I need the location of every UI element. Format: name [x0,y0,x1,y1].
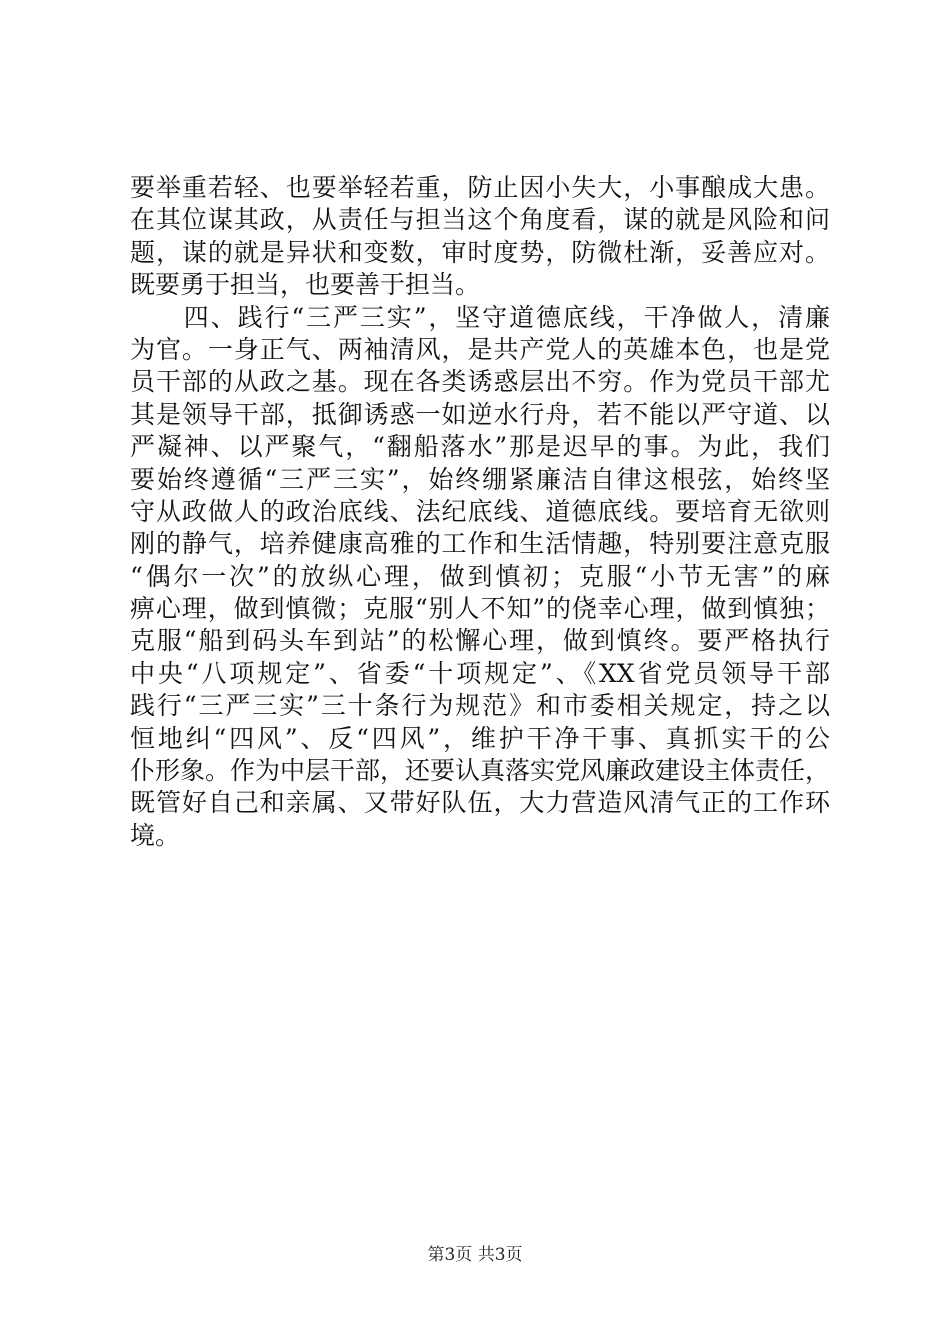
body-line: 践行“三严三实”三十条行为规范》和市委相关规定，持之以 [130,691,830,721]
body-line: 要始终遵循“三严三实”，始终绷紧廉洁自律这根弦，始终坚 [130,464,830,494]
body-line: 在其位谋其政，从责任与担当这个角度看，谋的就是风险和问 [130,205,830,235]
body-line: 其是领导干部，抵御诱惑一如逆水行舟，若不能以严守道、以 [130,399,830,429]
body-line: 为官。一身正气、两袖清风，是共产党人的英雄本色，也是党 [130,334,830,364]
body-line: 既管好自己和亲属、又带好队伍，大力营造风清气正的工作环 [130,788,830,818]
body-line: 四、践行“三严三实”，坚守道德底线，干净做人，清廉 [130,302,830,332]
body-line: 题，谋的就是异状和变数，审时度势，防微杜渐，妥善应对。 [130,237,830,267]
body-line: 中央“八项规定”、省委“十项规定”、《XX省党员领导干部 [130,658,830,688]
body-line: “偶尔一次”的放纵心理，做到慎初；克服“小节无害”的麻 [130,561,830,591]
document-body [130,172,830,852]
page-number: 第3页 共3页 [427,1245,523,1265]
body-line: 痹心理，做到慎微；克服“别人不知”的侥幸心理，做到慎独； [130,594,830,624]
body-line: 守从政做人的政治底线、法纪底线、道德底线。要培育无欲则 [130,496,830,526]
body-line: 要举重若轻、也要举轻若重，防止因小失大，小事酿成大患。 [130,173,830,202]
body-line: 克服“船到码头车到站”的松懈心理，做到慎终。要严格执行 [130,626,830,656]
body-line: 刚的静气，培养健康高雅的工作和生活情趣，特别要注意克服 [130,529,830,559]
body-line: 严凝神、以严聚气，“翻船落水”那是迟早的事。为此，我们 [130,432,830,462]
body-line: 恒地纠“四风”、反“四风”，维护干净干事、真抓实干的公 [130,723,830,753]
body-line: 境。 [130,820,181,850]
body-line: 仆形象。作为中层干部，还要认真落实党风廉政建设主体责任， [130,756,831,786]
body-line: 既要勇于担当，也要善于担当。 [130,270,481,300]
body-line: 员干部的从政之基。现在各类诱惑层出不穷。作为党员干部尤 [130,367,830,397]
